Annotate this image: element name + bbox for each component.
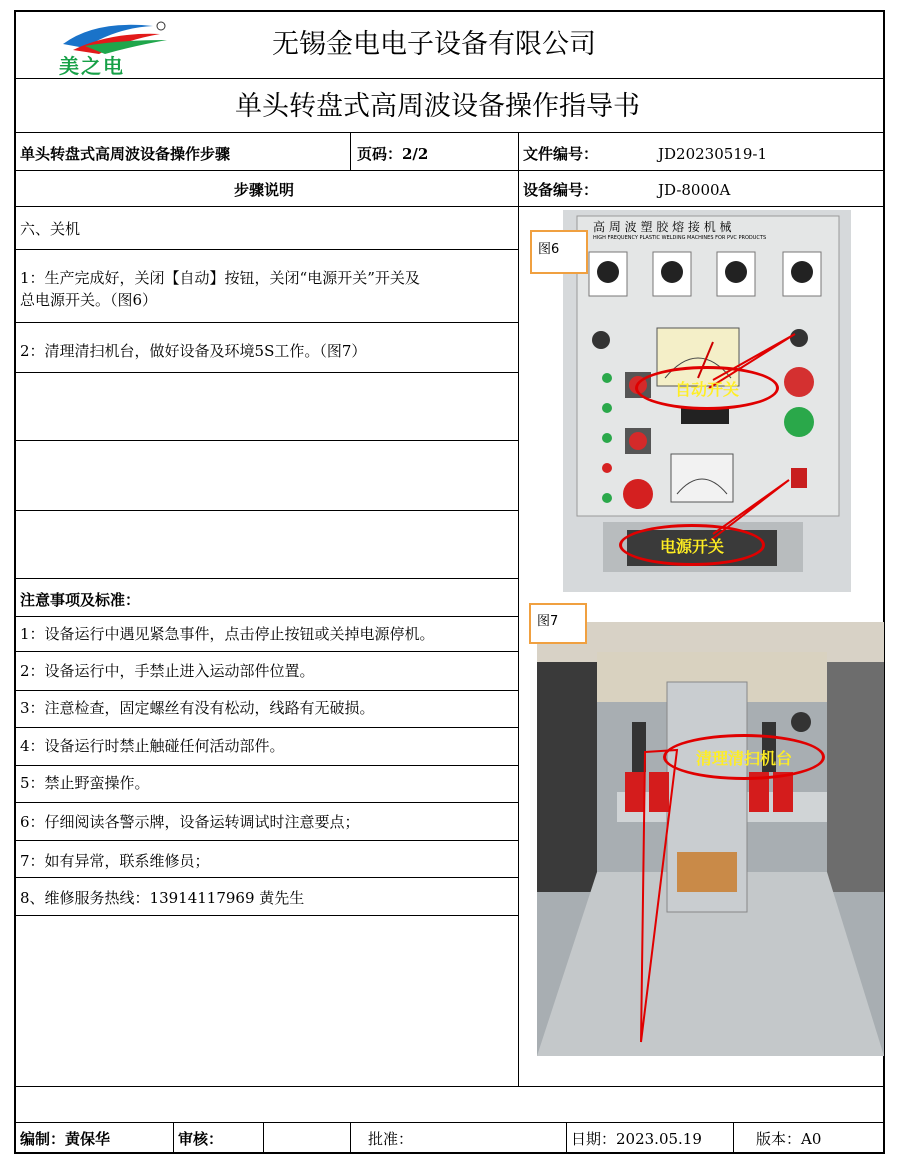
callout-auto-switch: 自动开关	[635, 366, 779, 410]
callout-power-switch: 电源开关	[619, 524, 765, 566]
file-number-label: 文件编号：	[523, 145, 599, 163]
note-5: 5：禁止野蛮操作。	[20, 774, 150, 792]
footer-date: 日期：2023.05.19	[571, 1130, 702, 1148]
notes-title: 注意事项及标准：	[20, 591, 141, 609]
company-logo	[55, 14, 180, 78]
note-3: 3：注意检查，固定螺丝有没有松动，线路有无破损。	[20, 699, 375, 717]
steps-title: 单头转盘式高周波设备操作步骤	[20, 145, 231, 163]
file-number: JD20230519-1	[658, 145, 767, 163]
callout-clean-table: 清理清扫机台	[663, 734, 825, 780]
logo-text: 美之电	[59, 54, 125, 78]
document-title: 单头转盘式高周波设备操作指导书	[235, 91, 640, 122]
panel-title: 高 周 波 塑 胶 熔 接 机 械	[593, 220, 732, 234]
step-1-line-1: 1：生产完成好，关闭【自动】按钮，关闭“电源开关”开关及	[20, 269, 420, 287]
step-section: 六、关机	[20, 220, 81, 238]
panel-subtitle: HIGH FREQUENCY PLASTIC WELDING MACHINES FOR PVC PRODUCTS	[593, 235, 767, 241]
note-7: 7：如有异常，联系维修员；	[20, 852, 210, 870]
figure-7-photo	[537, 622, 884, 1056]
note-2: 2：设备运行中，手禁止进入运动部件位置。	[20, 662, 315, 680]
step-2: 2：清理清扫机台，做好设备及环境5S工作。（图7）	[20, 342, 367, 360]
footer-review: 审核：	[178, 1130, 224, 1148]
footer-version: 版本：A0	[756, 1130, 822, 1148]
note-6: 6：仔细阅读各警示牌，设备运转调试时注意要点；	[20, 813, 360, 831]
note-1: 1：设备运行中遇见紧急事件，点击停止按钮或关掉电源停机。	[20, 625, 435, 643]
note-4: 4：设备运行时禁止触碰任何活动部件。	[20, 737, 285, 755]
company-name: 无锡金电电子设备有限公司	[272, 29, 596, 60]
steps-header: 步骤说明	[234, 181, 295, 199]
figure-6-photo	[563, 210, 851, 592]
footer-editor: 编制：黄保华	[20, 1130, 111, 1148]
page-number: 页码：2/2	[357, 145, 429, 163]
figure-7-label: 图7	[529, 603, 587, 644]
device-number-label: 设备编号：	[523, 181, 599, 199]
step-1-line-2: 总电源开关。（图6）	[20, 291, 158, 309]
footer-approve: 批准：	[368, 1130, 414, 1148]
figure-6-label: 图6	[530, 230, 588, 274]
note-8: 8、维修服务热线：13914117969 黄先生	[20, 889, 305, 907]
device-number: JD-8000A	[658, 181, 731, 199]
